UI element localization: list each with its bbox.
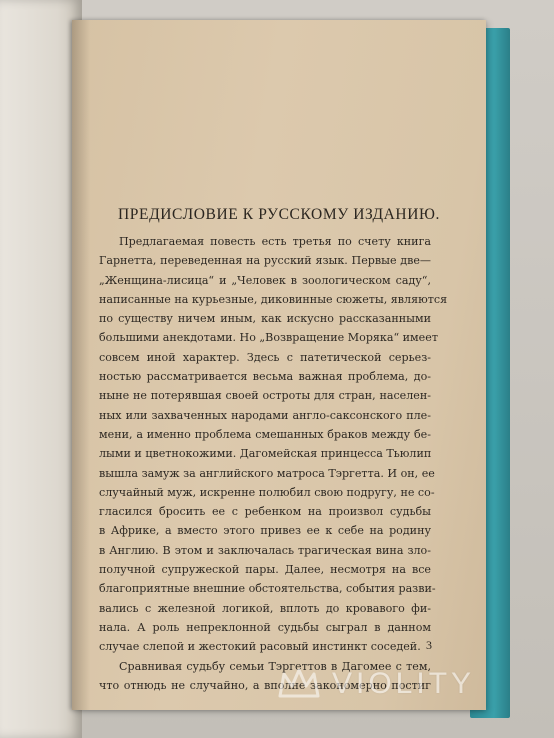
text-line: написанные на курьезные, диковинные сюжеты, являются [99,292,448,306]
text-line: получной супружеской пары. Далее, несмотря на все [99,563,431,577]
text-line: Предлагаемая повесть есть третья по счету книга [119,235,431,248]
text-line: вышла замуж за английского матроса Тэргетта. И он, ее [99,466,435,480]
text-line: совсем иной характер. Здесь с патетической серьез- [99,350,431,364]
text-line: ностью рассматривается весьма важная проблема, до- [99,370,431,384]
page-gutter-shadow [72,20,90,710]
text-line: случайный муж, искренне полюбил свою подругу, не со- [99,485,435,499]
text-line: ныне не потерявшая своей остроты для стран, населен- [99,389,431,403]
text-line: ных или захваченных народами англо-саксонского пле- [99,408,431,422]
text-line: большими анекдотами. Но „Возвращение Моряка“ имеет [99,331,438,345]
chapter-heading: ПРЕДИСЛОВИЕ К РУССКОМУ ИЗДАНИЮ. [118,206,441,223]
text-line: гласился бросить ее с ребенком на произвол судьбы [99,505,431,519]
text-line: вались с железной логикой, вплоть до кровавого фи- [99,601,431,615]
text-line: мени, а именно проблема смешанных браков между бе- [99,427,431,441]
watermark-text: VIOLITY [332,667,476,700]
text-line: лыми и цветнокожими. Дагомейская принцесса Тьюлип [99,447,432,461]
text-line: Гарнетта, переведенная на русский язык. Первые две— [99,254,431,268]
left-page [0,0,82,738]
text-line: случае слепой и жестокий расовый инстинкт соседей. [99,640,421,654]
text-line: Сравнивая судьбу семьи Тэргеттов в Дагомее с тем, [119,659,431,673]
text-line: благоприятные внешние обстоятельства, события разви- [99,582,436,596]
text-line: в Африке, а вместо этого привез ее к себе на родину [99,524,431,538]
text-line: нала. А роль непреклонной судьбы сыграл в данном [99,620,431,634]
text-line: по существу ничем иным, как искусно рассказанными [99,312,431,326]
body-text [99,232,448,695]
text-line: в Англию. В этом и заключалась трагическая вина зло- [99,543,431,557]
page-number: 3 [426,638,432,652]
text-line: что отнюдь не случайно, а вполне закономерно постиг [99,678,431,692]
text-line: „Женщина-лисица“ и „Человек в зоологическом саду“, [99,273,431,287]
watermark [276,666,475,702]
crown-logo-icon [276,666,322,702]
